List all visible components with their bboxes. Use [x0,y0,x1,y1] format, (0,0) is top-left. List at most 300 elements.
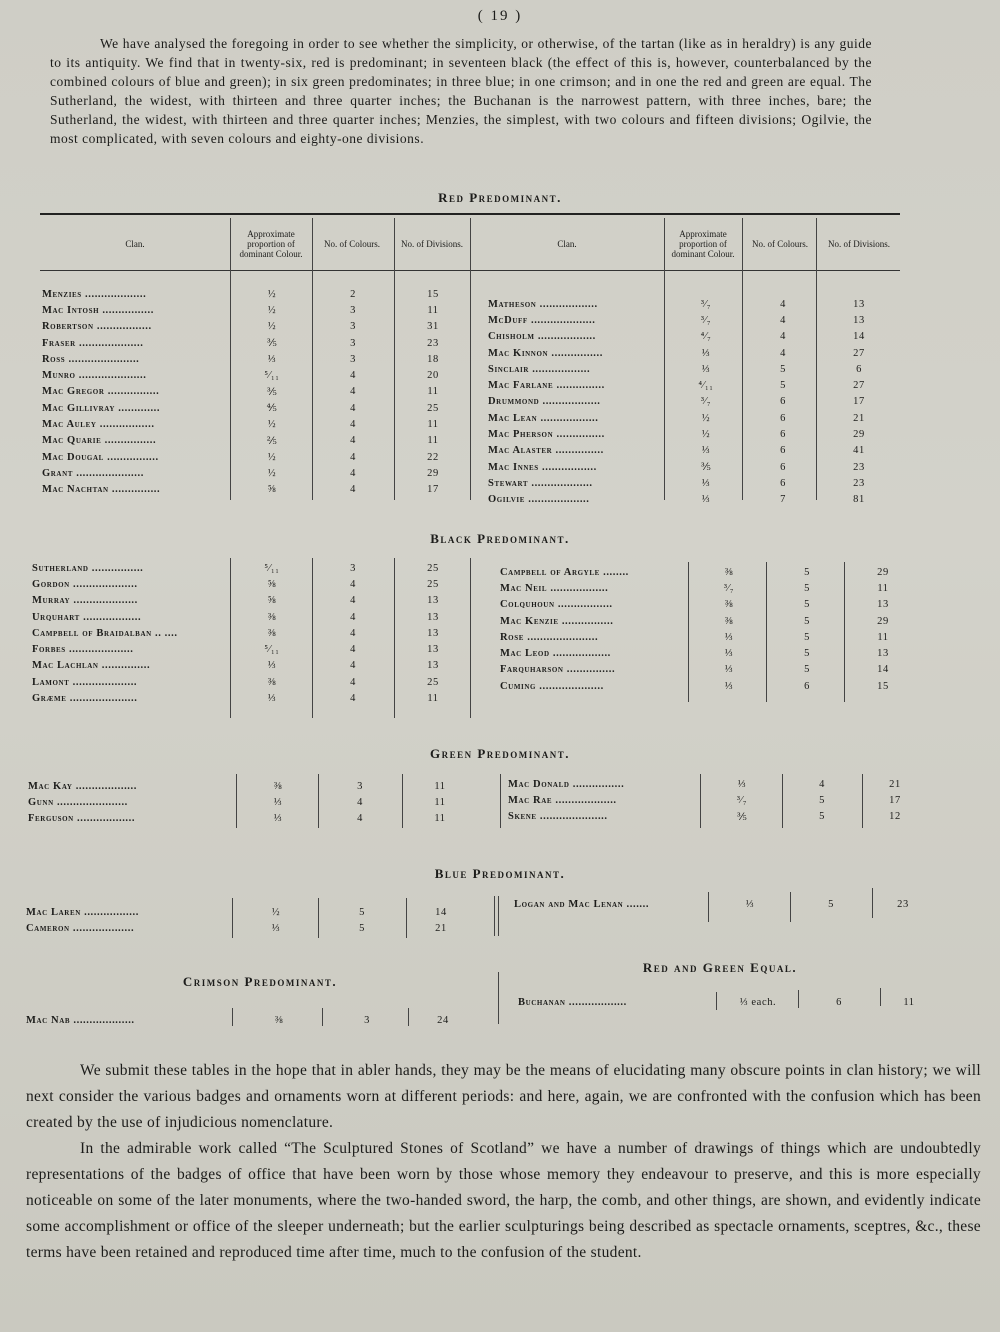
colours-cell: 4 [350,451,356,463]
table-row [500,629,920,645]
table-row [42,335,472,351]
proportion-cell: ⁴⁄₁₁ [698,380,714,392]
colours-cell: 3 [350,562,356,574]
clan-name-cell: Farquharson ............... [500,664,616,676]
body-text [26,1058,981,1266]
table-row [32,658,472,674]
divisions-cell: 11 [903,996,915,1008]
clan-name-cell: Campbell of Argyle ........ [500,566,629,578]
table-row [32,576,472,592]
table-row [500,580,920,596]
redgreen-table [518,994,938,1010]
body-paragraph-2: In the admirable work called “The Sculptured Stones of Scotland” we have a number of drawings of things which are undoubtedly representations of the badges of office that have been worn by those whose memory they endeavour to preserve, and this is more especially noticeable on some of the later monuments, where the two-handed sword, the harp, the comb, and other things, are shown, and evidently indicate some accomplishment or office of the sleeper underneath; but the earlier sculpturings being described as spectacle ornaments, sceptres, &c., these terms have been retained and reproduced time after time, much to the confusion of the student. [26,1140,981,1261]
clan-name-cell: Mac Farlane ............... [488,380,605,392]
table-row [488,345,898,361]
colours-cell: 2 [350,288,356,300]
proportion-cell: ⅓ [273,796,283,808]
divisions-cell: 31 [427,321,439,333]
proportion-cell: ⅗ [700,462,712,474]
proportion-cell: ⅓ [701,477,711,489]
divisions-cell: 23 [853,461,865,473]
divisions-cell: 18 [427,353,439,365]
table-row [42,400,472,416]
red-table-right [488,296,898,508]
proportion-cell: ⅓ each. [739,996,777,1008]
table-row [508,792,928,808]
proportion-cell: ⅓ [737,778,747,790]
clan-name-cell: Menzies ................... [42,288,147,300]
divisions-cell: 25 [427,562,439,574]
proportion-cell: ½ [267,467,277,479]
blue-table-right [514,896,934,912]
clan-name-cell: Mac Rae ................... [508,794,617,806]
proportion-cell: ³⁄₇ [723,582,735,594]
green-section-title: Green Predominant. [429,746,571,761]
divisions-cell: 13 [427,611,439,623]
divisions-cell: 29 [427,467,439,479]
table-row [488,475,898,491]
divisions-cell: 15 [427,288,439,300]
colours-cell: 5 [819,794,825,806]
table-row [500,564,920,580]
divisions-cell: 29 [877,566,889,578]
proportion-cell: ⅓ [271,922,281,934]
colours-cell: 4 [350,386,356,398]
page-number: ( 19 ) [477,8,523,24]
divisions-cell: 11 [427,435,439,447]
column-rule [498,972,499,1024]
colours-cell: 4 [357,796,363,808]
clan-name-cell: Mac Laren ................. [26,906,139,918]
proportion-cell: ⅓ [267,693,277,705]
intro-paragraph: We have analysed the foregoing in order to see whether the simplicity, or otherwise, of the tartan (like as in heraldry) is any guide to its antiquity. We find that in twenty-six, red is predominant; in seventeen black (the effect of this is, however, counterbalanced by the combined colours of blue and green); in six green predominates; in three blue; in one crimson; and in one the red and green are equal. The Sutherland, the widest, with thirteen and three quarter inches; the Buchanan is the narrowest pattern, with three inches, bare; the Sutherland, the widest, with thirteen and three quarter inches; Menzies, the simplest, with two colours and fifteen divisions; Ogilvie, the most complicated, with seven colours and eighty-one divisions. [50,36,872,146]
proportion-cell: ⅜ [274,1014,284,1026]
red-table-left [42,286,472,498]
colours-cell: 3 [364,1014,370,1026]
colours-cell: 3 [350,321,356,333]
header-divisions-left: No. of Divisions. [400,239,463,249]
clan-name-cell: Stewart ................... [488,477,593,489]
clan-name-cell: Chisholm .................. [488,331,596,343]
table-row [42,416,472,432]
header-proportion-left: Approximate proportion of dominant Colour. [239,229,303,259]
proportion-cell: ⅓ [701,363,711,375]
clan-name-cell: Mac Dougal ................ [42,451,159,463]
clan-name-cell: Skene ..................... [508,811,608,823]
divisions-cell: 17 [427,484,439,496]
clan-name-cell: Lamont .................... [32,676,138,688]
header-clan-right: Clan. [557,239,577,249]
table-row [488,426,898,442]
colours-cell: 6 [804,680,810,692]
divisions-cell: 41 [853,445,865,457]
table-row [32,641,472,657]
clan-name-cell: Robertson ................. [42,321,152,333]
colours-cell: 4 [350,676,356,688]
clan-name-cell: Mac Pherson ............... [488,429,605,441]
clan-name-cell: Fraser .................... [42,337,144,349]
header-proportion-right: Approximate proportion of dominant Colour. [671,229,735,259]
table-top-rule [40,213,900,215]
table-row [32,674,472,690]
clan-name-cell: Forbes .................... [32,644,134,656]
proportion-cell: ⅜ [267,627,277,639]
divisions-cell: 14 [853,331,865,343]
colours-cell: 4 [350,644,356,656]
table-row [42,319,472,335]
divisions-cell: 81 [853,494,865,506]
divisions-cell: 25 [427,402,439,414]
clan-name-cell: Rose ...................... [500,631,599,643]
table-row [488,394,898,410]
table-row [488,377,898,393]
proportion-cell: ⅗ [266,386,278,398]
colours-cell: 5 [804,664,810,676]
proportion-cell: ⅜ [267,676,277,688]
table-row [518,994,938,1010]
proportion-cell: ⅝ [267,578,277,590]
divisions-cell: 20 [427,370,439,382]
table-row [42,465,472,481]
black-table-right [500,564,920,694]
proportion-cell: ⅓ [724,631,734,643]
divisions-cell: 13 [427,644,439,656]
colours-cell: 3 [350,337,356,349]
clan-name-cell: Sutherland ................ [32,562,144,574]
proportion-cell: ⅝ [267,595,277,607]
colours-cell: 6 [780,445,786,457]
proportion-cell: ⅜ [267,611,277,623]
table-row [488,361,898,377]
divisions-cell: 13 [853,314,865,326]
table-row [42,449,472,465]
colours-cell: 3 [357,780,363,792]
proportion-cell: ⅗ [266,338,278,350]
column-rule [500,774,501,828]
divisions-cell: 25 [427,578,439,590]
colours-cell: 4 [780,347,786,359]
table-row [500,613,920,629]
table-row [488,410,898,426]
clan-name-cell: Mac Nab ................... [26,1014,135,1026]
table-row [26,1012,476,1028]
header-colours-right: No. of Colours. [752,239,808,249]
divisions-cell: 29 [853,429,865,441]
colours-cell: 4 [350,611,356,623]
colours-cell: 4 [350,435,356,447]
colours-cell: 5 [780,363,786,375]
divisions-cell: 22 [427,451,439,463]
divisions-cell: 6 [856,363,862,375]
clan-name-cell: Mac Auley ................. [42,419,155,431]
proportion-cell: ³⁄₇ [700,314,712,326]
table-row [500,678,920,694]
clan-name-cell: Mac Innes ................. [488,461,597,473]
proportion-cell: ⅓ [701,445,711,457]
clan-name-cell: Mac Gregor ................ [42,386,160,398]
clan-name-cell: Mac Donald ................ [508,778,625,790]
clan-name-cell: Mac Leod .................. [500,648,611,660]
colours-cell: 5 [804,615,810,627]
colours-cell: 4 [350,402,356,414]
divisions-cell: 27 [853,347,865,359]
table-row [32,593,472,609]
table-row [488,492,898,508]
clan-name-cell: Matheson .................. [488,298,598,310]
clan-name-cell: Drummond .................. [488,396,601,408]
divisions-cell: 11 [427,304,439,316]
clan-name-cell: Logan and Mac Lenan ....... [514,898,650,910]
proportion-cell: ½ [701,412,711,424]
proportion-cell: ³⁄₇ [700,396,712,408]
divisions-cell: 11 [427,386,439,398]
proportion-cell: ½ [267,288,277,300]
colours-cell: 5 [359,906,365,918]
divisions-cell: 11 [877,582,889,594]
table-row [28,811,478,827]
table-row [500,597,920,613]
green-table-left [28,778,478,827]
divisions-cell: 11 [427,693,439,705]
colours-cell: 5 [819,811,825,823]
clan-name-cell: Campbell of Braidalban .. .... [32,627,178,639]
colours-cell: 5 [359,922,365,934]
clan-name-cell: Cuming .................... [500,680,604,692]
table-row [508,776,928,792]
clan-name-cell: Buchanan .................. [518,996,627,1008]
divisions-cell: 24 [437,1014,449,1026]
proportion-cell: ½ [267,321,277,333]
proportion-cell: ⁵⁄₁₁ [264,562,280,574]
divisions-cell: 13 [877,648,889,660]
header-divisions-right: No. of Divisions. [827,239,890,249]
divisions-cell: 21 [853,412,865,424]
proportion-cell: ½ [271,906,281,918]
clan-name-cell: Cameron ................... [26,922,135,934]
table-row [26,904,476,920]
divisions-cell: 14 [877,664,889,676]
colours-cell: 5 [804,648,810,660]
colours-cell: 4 [780,314,786,326]
divisions-cell: 13 [427,595,439,607]
divisions-cell: 11 [427,419,439,431]
proportion-cell: ⅜ [273,780,283,792]
colours-cell: 3 [350,353,356,365]
colours-cell: 4 [350,660,356,672]
table-row [514,896,934,912]
divisions-cell: 11 [877,631,889,643]
table-row [32,625,472,641]
table-row [42,367,472,383]
colours-cell: 6 [836,996,842,1008]
table-row [508,809,928,825]
column-rule [498,896,499,936]
table-row [32,609,472,625]
divisions-cell: 27 [853,380,865,392]
colours-cell: 4 [350,484,356,496]
header-clan-left: Clan. [125,239,145,249]
proportion-cell: ⁵⁄₁₁ [264,644,280,656]
table-row [42,482,472,498]
blue-section-title: Blue Predominant. [434,866,566,881]
clan-name-cell: Mac Intosh ................ [42,304,154,316]
proportion-cell: ⅓ [267,660,277,672]
proportion-cell: ⅘ [266,403,278,415]
colours-cell: 5 [828,898,834,910]
proportion-cell: ⁵⁄₁₁ [264,370,280,382]
proportion-cell: ½ [701,429,711,441]
table-row [42,286,472,302]
proportion-cell: ³⁄₇ [700,298,712,310]
proportion-cell: ⅝ [267,484,277,496]
table-row [26,920,476,936]
proportion-cell: ⅓ [273,813,283,825]
colours-cell: 7 [780,494,786,506]
table-row [42,433,472,449]
table-row [32,560,472,576]
divisions-cell: 13 [853,298,865,310]
black-section-title: Black Predominant. [430,531,570,546]
colours-cell: 6 [780,412,786,424]
divisions-cell: 23 [427,337,439,349]
colours-cell: 4 [357,813,363,825]
colours-cell: 4 [350,419,356,431]
divisions-cell: 25 [427,676,439,688]
proportion-cell: ⅜ [724,615,734,627]
colours-cell: 5 [780,380,786,392]
clan-name-cell: Mac Nachtan ............... [42,484,161,496]
table-row [488,443,898,459]
table-row [32,690,472,706]
proportion-cell: ⁴⁄₇ [700,331,712,343]
colours-cell: 4 [350,693,356,705]
divisions-cell: 13 [877,599,889,611]
proportion-cell: ⅓ [701,494,711,506]
colours-cell: 6 [780,429,786,441]
table-row [28,794,478,810]
proportion-cell: ½ [267,304,277,316]
colours-cell: 5 [804,599,810,611]
table-row [488,459,898,475]
divisions-cell: 11 [434,780,446,792]
clan-name-cell: Munro ..................... [42,370,147,382]
divisions-cell: 23 [853,477,865,489]
table-row [42,384,472,400]
body-paragraph-1: We submit these tables in the hope that in abler hands, they may be the means of elucidating many obscure points in clan history; we will next consider the various badges and ornaments worn at different periods: and here, again, we are confronted with the confusion which has been created by the use of injudicious nomenclature. [26,1062,981,1131]
clan-name-cell: Mac Quarie ................ [42,435,157,447]
clan-name-cell: Sinclair .................. [488,363,591,375]
colours-cell: 4 [350,627,356,639]
proportion-cell: ⅓ [724,648,734,660]
colours-cell: 4 [350,370,356,382]
blue-table-left [26,904,476,937]
clan-name-cell: Urquhart .................. [32,611,142,623]
clan-name-cell: Ross ...................... [42,353,140,365]
colours-cell: 4 [780,298,786,310]
divisions-cell: 14 [435,906,447,918]
clan-name-cell: Colquhoun ................. [500,599,613,611]
colours-cell: 4 [350,578,356,590]
table-row [28,778,478,794]
red-section-title: Red Predominant. [438,190,562,205]
colours-cell: 5 [804,582,810,594]
crimson-section-title: Crimson Predominant. [182,974,338,989]
clan-name-cell: Mac Kinnon ................ [488,347,603,359]
table-row [488,296,898,312]
clan-name-cell: Mac Lachlan ............... [32,660,151,672]
clan-name-cell: Mac Alaster ............... [488,445,604,457]
black-table-left [32,560,472,707]
proportion-cell: ½ [267,451,277,463]
clan-name-cell: Gordon .................... [32,578,138,590]
proportion-cell: ⅓ [724,664,734,676]
divisions-cell: 29 [877,615,889,627]
clan-name-cell: Murray .................... [32,595,138,607]
divisions-cell: 13 [427,660,439,672]
colours-cell: 6 [780,461,786,473]
divisions-cell: 11 [434,796,446,808]
clan-name-cell: Ferguson .................. [28,813,136,825]
clan-name-cell: Mac Kay ................... [28,780,137,792]
clan-name-cell: McDuff .................... [488,314,596,326]
divisions-cell: 13 [427,627,439,639]
colours-cell: 6 [780,477,786,489]
colours-cell: 4 [350,467,356,479]
table-row [488,329,898,345]
divisions-cell: 17 [889,794,901,806]
divisions-cell: 15 [877,680,889,692]
divisions-cell: 17 [853,396,865,408]
colours-cell: 3 [350,304,356,316]
table-row [42,351,472,367]
colours-cell: 4 [780,331,786,343]
colours-cell: 4 [819,778,825,790]
table-row [500,645,920,661]
divisions-cell: 11 [434,813,446,825]
clan-name-cell: Mac Neil .................. [500,582,609,594]
proportion-cell: ⅗ [736,811,748,823]
proportion-cell: ³⁄₇ [736,794,748,806]
crimson-table [26,1012,476,1028]
proportion-cell: ⅖ [266,435,278,447]
clan-name-cell: Ogilvie ................... [488,494,590,506]
column-rule [494,896,495,936]
colours-cell: 5 [804,566,810,578]
header-colours-left: No. of Colours. [324,239,380,249]
proportion-cell: ⅓ [745,898,755,910]
clan-name-cell: Gunn ...................... [28,796,128,808]
table-row [500,662,920,678]
clan-name-cell: Mac Gillivray ............. [42,402,161,414]
divisions-cell: 21 [435,922,447,934]
clan-name-cell: Mac Kenzie ................ [500,615,614,627]
proportion-cell: ⅓ [267,353,277,365]
divisions-cell: 12 [889,811,901,823]
proportion-cell: ⅓ [701,347,711,359]
divisions-cell: 23 [897,898,909,910]
divisions-cell: 21 [889,778,901,790]
proportion-cell: ⅓ [724,680,734,692]
clan-name-cell: Mac Lean .................. [488,412,599,424]
table-row [488,312,898,328]
colours-cell: 4 [350,595,356,607]
clan-name-cell: Græme ..................... [32,693,138,705]
redgreen-section-title: Red and Green Equal. [642,960,798,975]
green-table-right [508,776,928,825]
proportion-cell: ⅜ [724,599,734,611]
proportion-cell: ⅜ [724,566,734,578]
colours-cell: 5 [804,631,810,643]
